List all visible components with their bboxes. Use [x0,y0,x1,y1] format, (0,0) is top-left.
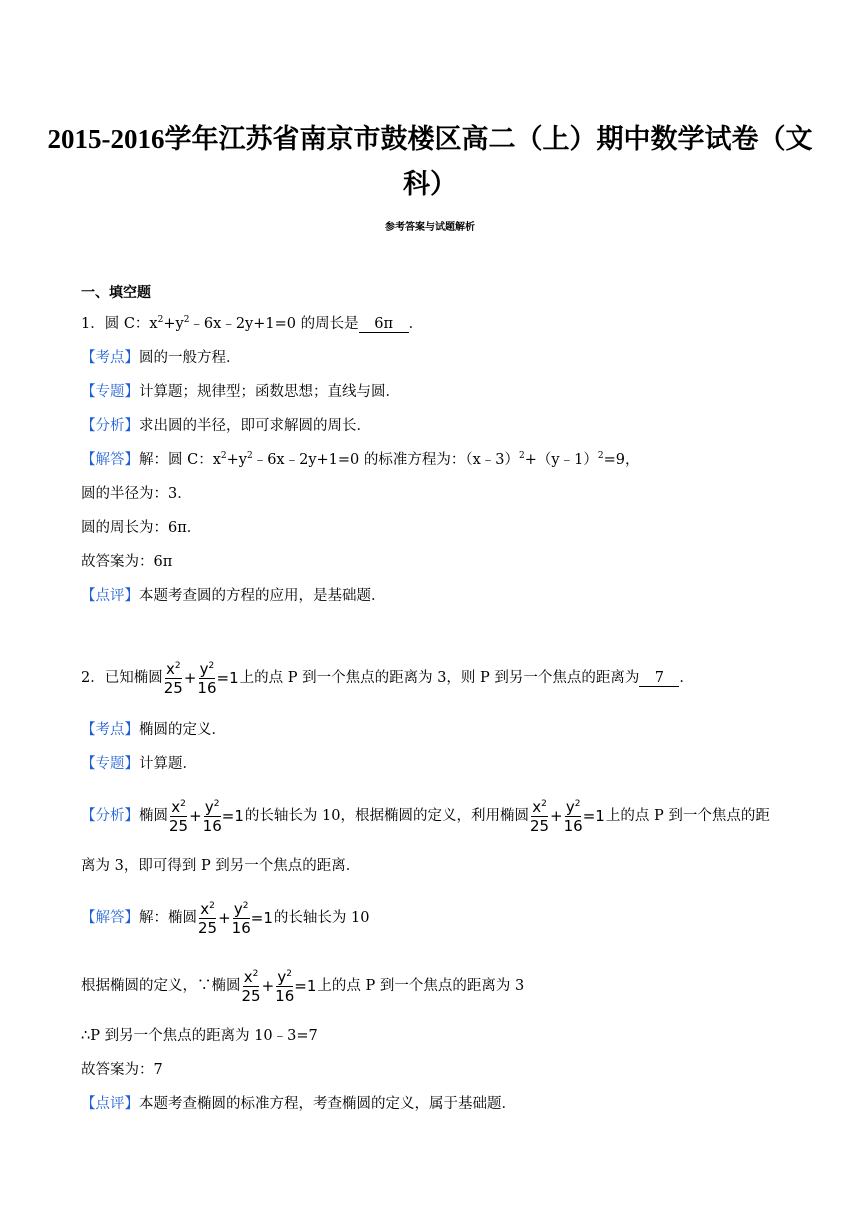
q2-fenxi: 【分析】椭圆 $\frac{x^2}{25}$ + $\frac{y^2}{16}$ =1 的长轴长为 10，根据椭圆的定义，利用椭圆 $\frac{x^2}{25}$ + $\frac{y^2}{16}$ =1 上的点 P 到一个焦点的距 [81,797,770,835]
tag-kaodian: 【考点】 [81,350,139,366]
tag-fenxi: 【分析】 [81,418,139,434]
q2-stem: 2．已知椭圆 $\frac{x^2}{25}$ + $\frac{y^2}{16}$ =1 上的点 P 到一个焦点的距离为 3，则 P 到另一个焦点的距离为 7 ． [81,659,694,697]
q1-perimeter: 圆的周长为：6π． [81,520,202,536]
q1-fenxi: 【分析】求出圆的半径，即可求解圆的周长． [81,418,371,434]
q2-answer-blank: 7 [639,670,679,687]
q2-jieda: 【解答】解：椭圆 $\frac{x^2}{25}$ + $\frac{y^2}{16}$ =1 的长轴长为 10 [81,899,370,937]
q2-answer-line: 故答案为：7 [81,1062,163,1078]
q1-radius: 圆的半径为：3． [81,486,192,502]
tag-zhuanti: 【专题】 [81,756,139,772]
q1-dianping: 【点评】本题考查圆的方程的应用，是基础题． [81,588,386,604]
document-title-line2: 科） [403,169,457,199]
q1-answer-line: 故答案为：6π [81,554,173,570]
q2-fenxi-line2: 离为 3，即可得到 P 到另一个焦点的距离． [81,858,361,874]
q1-jieda: 【解答】解：圆 C：$x^2+y^2﹣6x﹣2y+1=0$ 的标准方程为：（x﹣3）$^2$+（y﹣1）$^2$=9， [81,451,640,468]
q2-therefore-line: ∴P 到另一个焦点的距离为 10﹣3=7 [81,1028,318,1044]
document-subtitle: 参考答案与试题解析 [385,222,475,233]
tag-dianping: 【点评】 [81,1096,139,1112]
document-title-line1: 2015-2016学年江苏省南京市鼓楼区高二（上）期中数学试卷（文 [47,124,813,154]
q2-kaodian: 【考点】椭圆的定义． [81,722,226,738]
tag-jieda: 【解答】 [81,452,139,468]
q1-answer-blank: 6π [359,316,409,333]
ellipse-equation: $\frac{x^2}{25}$ + $\frac{y^2}{16}$ =1 [163,659,239,697]
ellipse-equation: $\frac{x^2}{25}$ + $\frac{y^2}{16}$ =1 [169,797,244,835]
tag-fenxi: 【分析】 [81,808,139,824]
tag-zhuanti: 【专题】 [81,384,139,400]
q1-zhuanti: 【专题】计算题；规律型；函数思想；直线与圆． [81,384,400,400]
tag-kaodian: 【考点】 [81,722,139,738]
ellipse-equation: $\frac{x^2}{25}$ + $\frac{y^2}{16}$ =1 [529,797,605,835]
q2-definition-line: 根据椭圆的定义，∵椭圆 $\frac{x^2}{25}$ + $\frac{y^2}{16}$ =1 上的点 P 到一个焦点的距离为 3 [81,967,525,1005]
section-heading: 一、填空题 [81,285,151,301]
q1-kaodian: 【考点】圆的一般方程． [81,350,241,366]
tag-dianping: 【点评】 [81,588,139,604]
q1-stem: 1．圆 C：$x^2+y^2﹣6x﹣2y+1=0$ 的周长是 6π ． [81,315,424,332]
ellipse-equation: $\frac{x^2}{25}$ + $\frac{y^2}{16}$ =1 [198,899,273,937]
q2-dianping: 【点评】本题考查椭圆的标准方程，考查椭圆的定义，属于基础题． [81,1096,516,1112]
ellipse-equation: $\frac{x^2}{25}$ + $\frac{y^2}{16}$ =1 [241,967,317,1005]
q2-zhuanti: 【专题】计算题． [81,756,197,772]
tag-jieda: 【解答】 [81,910,139,926]
